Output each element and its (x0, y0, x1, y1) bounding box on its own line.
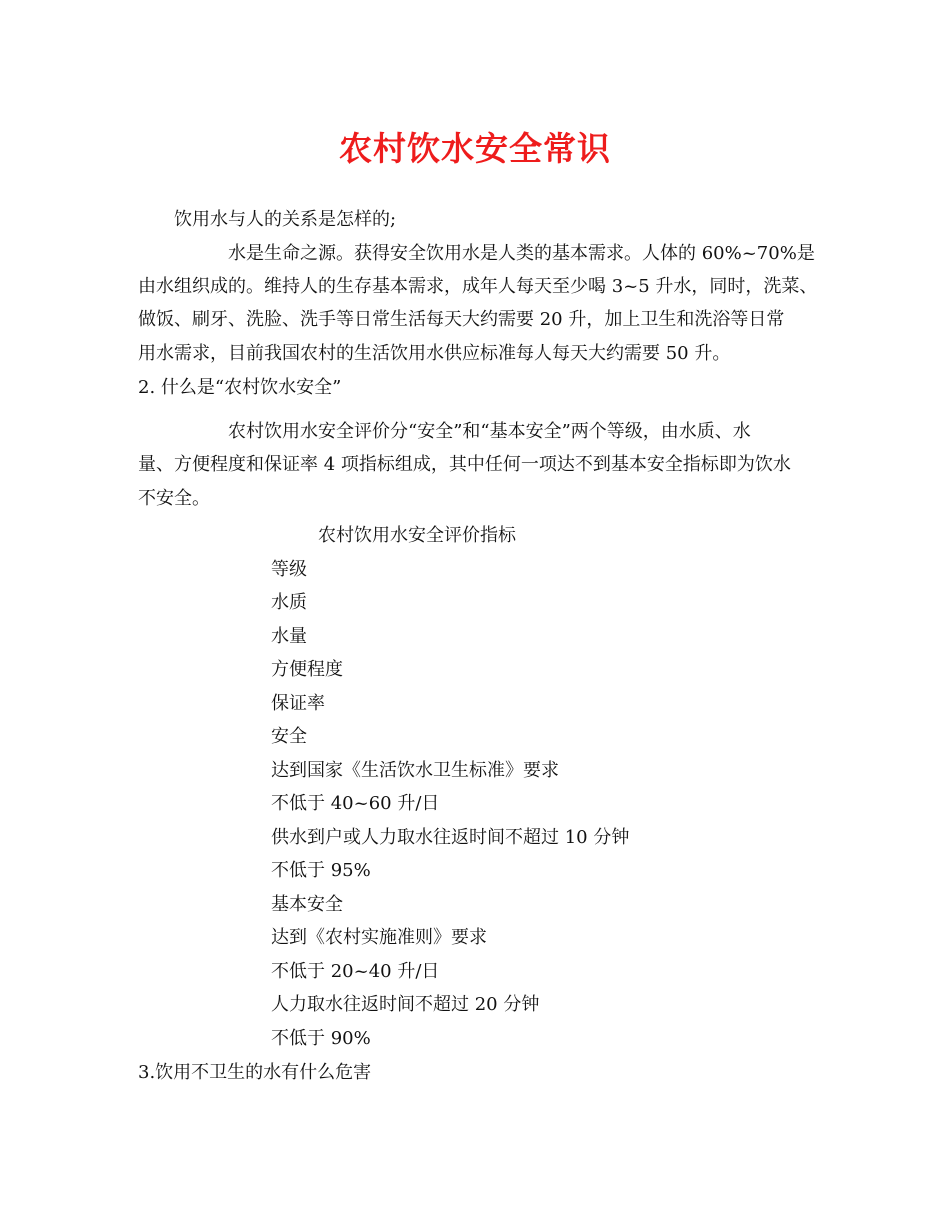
table-item: 方便程度 (271, 659, 343, 680)
table-item: 达到国家《生活饮水卫生标准》要求 (271, 760, 559, 781)
section1-paragraph-line: 做饭、刷牙、洗脸、洗手等日常生活每天大约需要 20 升，加上卫生和洗浴等日常 (138, 309, 785, 330)
table-item: 不低于 40~60 升/日 (271, 793, 440, 814)
table-item: 基本安全 (271, 894, 343, 915)
section1-question: 饮用水与人的关系是怎样的; (174, 209, 397, 230)
table-item: 不低于 20~40 升/日 (271, 961, 440, 982)
section2-paragraph-line: 农村饮用水安全评价分“安全”和“基本安全”两个等级，由水质、水 (228, 421, 751, 442)
section1-paragraph-line: 水是生命之源。获得安全饮用水是人类的基本需求。人体的 60%~70%是 (228, 243, 815, 264)
table-item: 水质 (271, 592, 307, 613)
table-item: 不低于 90% (271, 1028, 371, 1049)
section3-heading: 3.饮用不卫生的水有什么危害 (138, 1062, 372, 1083)
table-item: 供水到户或人力取水往返时间不超过 10 分钟 (271, 827, 630, 848)
table-item: 等级 (271, 559, 307, 580)
table-item: 水量 (271, 626, 307, 647)
section1-paragraph-line: 用水需求，目前我国农村的生活饮用水供应标准每人每天大约需要 50 升。 (138, 343, 731, 364)
table-item: 不低于 95% (271, 860, 371, 881)
section2-paragraph-line: 量、方便程度和保证率 4 项指标组成，其中任何一项达不到基本安全指标即为饮水 (138, 454, 791, 475)
section2-heading: 2. 什么是“农村饮水安全” (138, 377, 342, 398)
section1-paragraph-line: 由水组织成的。维持人的生存基本需求，成年人每天至少喝 3~5 升水，同时，洗菜、 (138, 276, 818, 297)
table-item: 保证率 (271, 693, 325, 714)
document-title: 农村饮水安全常识 (339, 129, 611, 168)
table-item: 人力取水往返时间不超过 20 分钟 (271, 994, 540, 1015)
table-item: 安全 (271, 726, 307, 747)
section2-paragraph-line: 不安全。 (138, 488, 210, 509)
table-item: 达到《农村实施准则》要求 (271, 927, 487, 948)
table-caption: 农村饮用水安全评价指标 (318, 525, 516, 546)
